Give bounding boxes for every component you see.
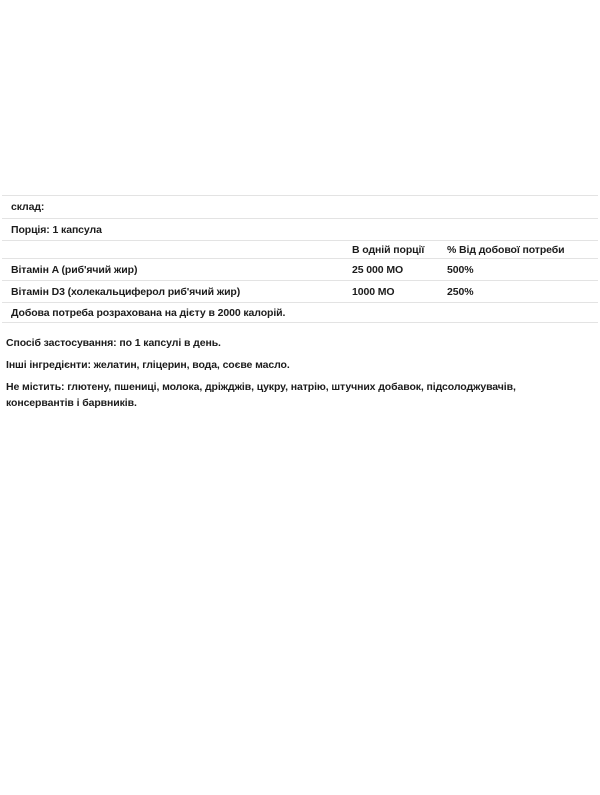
composition-label: склад: <box>11 201 45 213</box>
table-row <box>2 281 598 303</box>
nutrient-daily-value: 500% <box>447 263 474 276</box>
usage-notes <box>0 323 600 411</box>
serving-size-label: Порція: 1 капсула <box>11 223 102 236</box>
table-row-serving-size <box>2 219 598 241</box>
column-header-daily-value: % Від добової потреби <box>447 243 565 256</box>
column-header-amount: В одній порції <box>352 243 425 256</box>
free-of-text: Не містить: глютену, пшениці, молока, дріжджів, цукру, натрію, штучних добавок, підсолоджувачів, консервантів і барвників. <box>6 381 516 409</box>
nutrient-name: Вітамін A (риб'ячий жир) <box>11 263 138 276</box>
table-header-row <box>2 241 598 259</box>
table-row-footnote <box>2 303 598 323</box>
daily-need-footnote: Добова потреба розрахована на дієту в 2000 калорій. <box>11 306 286 319</box>
nutrient-amount: 25 000 МО <box>352 263 404 276</box>
other-ingredients-text: Інші інгредієнти: желатин, гліцерин, вода, соєве масло. <box>6 359 290 371</box>
directions-text: Спосіб застосування: по 1 капсулі в день. <box>6 337 221 349</box>
table-row <box>2 259 598 281</box>
nutrient-daily-value: 250% <box>447 285 474 298</box>
product-info-panel <box>0 195 600 411</box>
table-row-composition <box>2 196 598 219</box>
nutrient-name: Вітамін D3 (холекальциферол риб'ячий жир) <box>11 285 241 298</box>
nutrient-amount: 1000 МО <box>352 285 395 298</box>
supplement-facts-table <box>2 195 598 323</box>
